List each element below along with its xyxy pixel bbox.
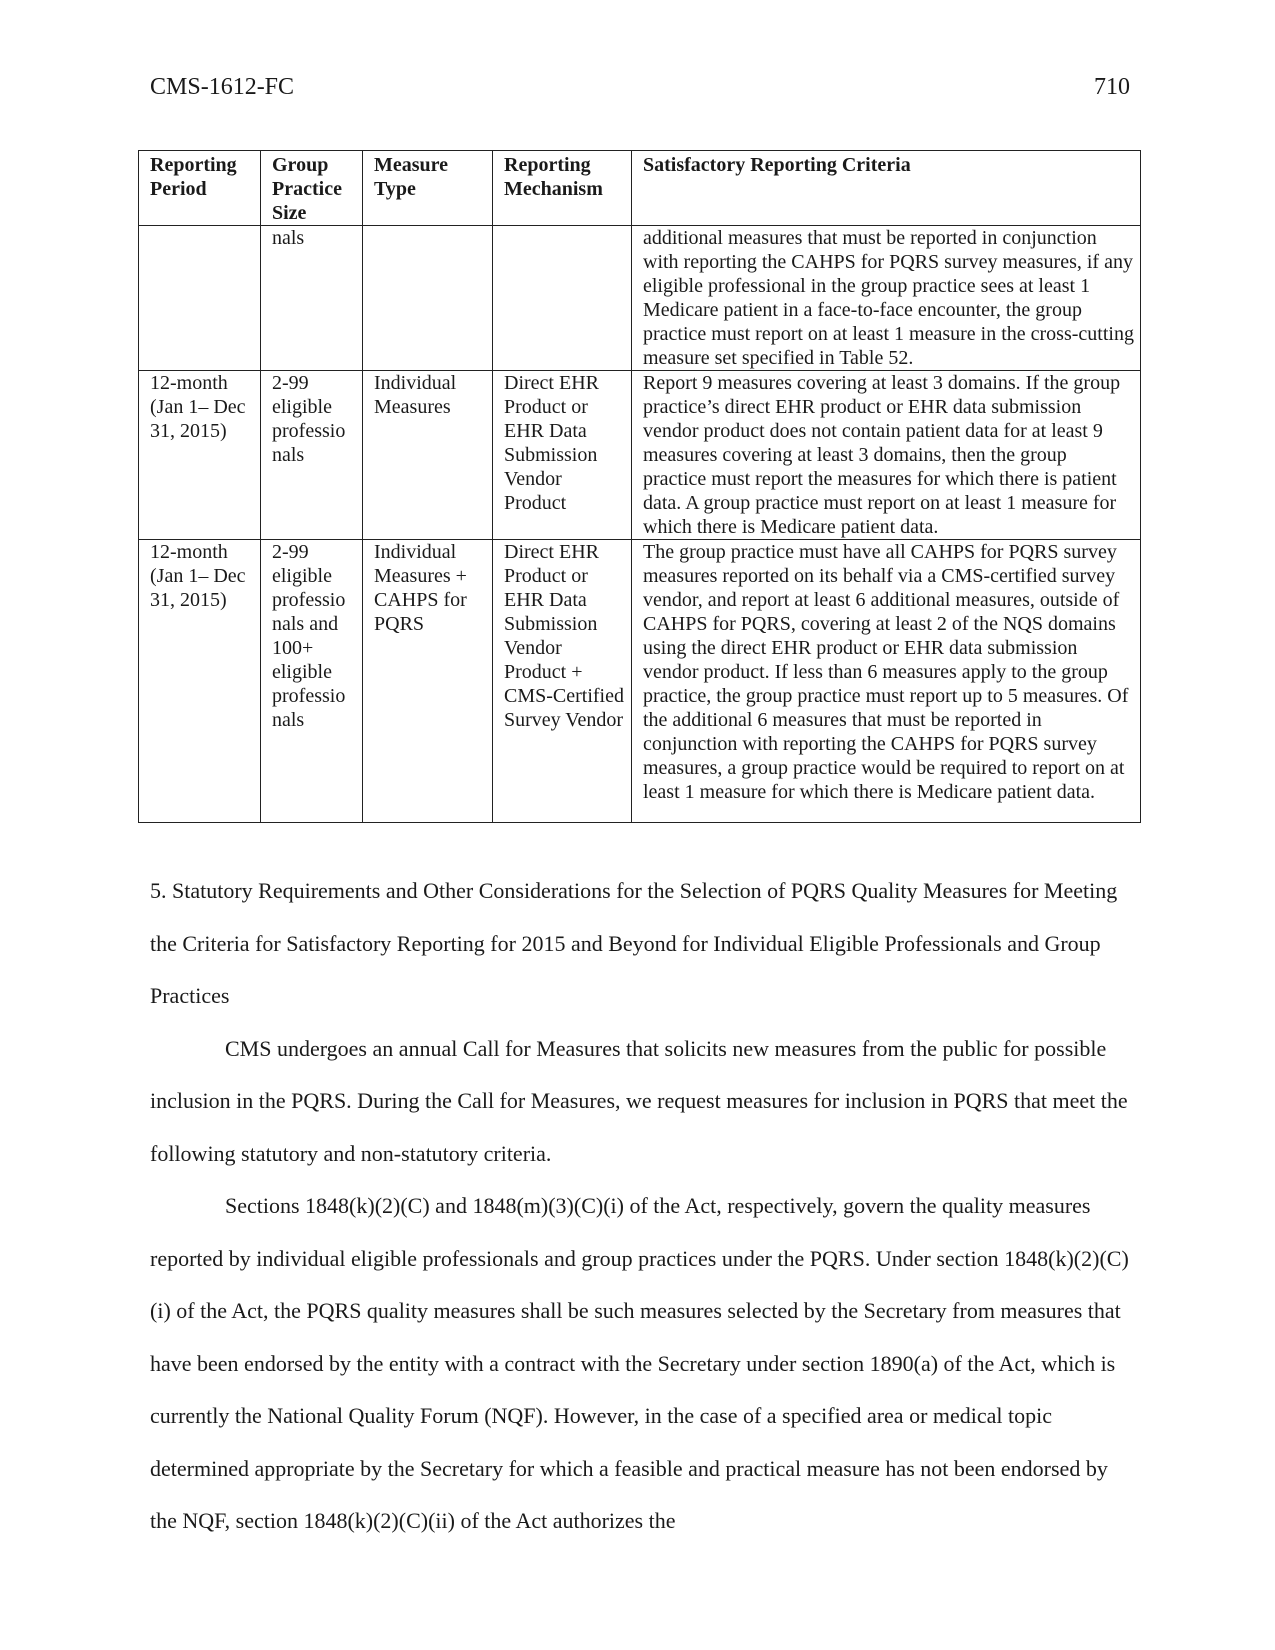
table-row: [139, 371, 1141, 540]
cell-reporting-period: 12-month (Jan 1– Dec 31, 2015): [139, 540, 261, 823]
document-id: CMS-1612-FC: [150, 74, 295, 100]
column-header-measure-type: Measure Type: [363, 151, 493, 226]
cell-group-practice-size: 2-99 eligible professio nals: [261, 371, 363, 540]
page-number: 710: [1094, 74, 1130, 100]
table-row: [139, 226, 1141, 371]
cell-reporting-period: 12-month (Jan 1– Dec 31, 2015): [139, 371, 261, 540]
section-heading: 5. Statutory Requirements and Other Considerations for the Selection of PQRS Quality Measures for Meeting the Criteria for Satisfactory Reporting for 2015 and Beyond for Individual Eligible Professionals and Group Practices: [150, 878, 1118, 1008]
column-header-group-practice-size: Group Practice Size: [261, 151, 363, 226]
cell-satisfactory-reporting-criteria: additional measures that must be reported in conjunction with reporting the CAHPS for PQRS survey measures, if any eligible professional in the group practice sees at least 1 Medicare patient in a face-to-face encounter, the group practice must report on at least 1 measure in the cross-cutting measure set specified in Table 52.: [632, 226, 1141, 371]
cell-reporting-mechanism: Direct EHR Product or EHR Data Submission Vendor Product: [493, 371, 632, 540]
cell-group-practice-size: 2-99 eligible professio nals and 100+ eligible professio nals: [261, 540, 363, 823]
reporting-criteria-table: [138, 150, 1141, 823]
cell-measure-type: [363, 226, 493, 371]
cell-group-practice-size: nals: [261, 226, 363, 371]
cell-reporting-mechanism: Direct EHR Product or EHR Data Submission Vendor Product + CMS-Certified Survey Vendor: [493, 540, 632, 823]
paragraph: CMS undergoes an annual Call for Measures that solicits new measures from the public for possible inclusion in the PQRS. During the Call for Measures, we request measures for inclusion in PQRS that meet the following statutory and non-statutory criteria.: [150, 1035, 1128, 1166]
paragraph: Sections 1848(k)(2)(C) and 1848(m)(3)(C)(i) of the Act, respectively, govern the quality measures reported by individual eligible professionals and group practices under the PQRS. Under section 1848(k)(2)(C)(i) of the Act, the PQRS quality measures shall be such measures selected by the Secretary from measures that have been endorsed by the entity with a contract with the Secretary under section 1890(a) of the Act, which is currently the National Quality Forum (NQF). However, in the case of a specified area or medical topic determined appropriate by the Secretary for which a feasible and practical measure has not been endorsed by the NQF, section 1848(k)(2)(C)(ii) of the Act authorizes the: [150, 1193, 1129, 1533]
body-text: [150, 865, 1130, 1548]
cell-measure-type: Individual Measures: [363, 371, 493, 540]
table-row: [139, 540, 1141, 823]
column-header-reporting-mechanism: Reporting Mechanism: [493, 151, 632, 226]
cell-satisfactory-reporting-criteria: Report 9 measures covering at least 3 domains. If the group practice’s direct EHR product or EHR data submission vendor product does not contain patient data for at least 9 measures covering at least 3 domains, then the group practice must report the measures for which there is patient data. A group practice must report on at least 1 measure for which there is Medicare patient data.: [632, 371, 1141, 540]
column-header-reporting-period: Reporting Period: [139, 151, 261, 226]
cell-measure-type: Individual Measures + CAHPS for PQRS: [363, 540, 493, 823]
cell-satisfactory-reporting-criteria: The group practice must have all CAHPS for PQRS survey measures reported on its behalf via a CMS-certified survey vendor, and report at least 6 additional measures, outside of CAHPS for PQRS, covering at least 2 of the NQS domains using the direct EHR product or EHR data submission vendor product. If less than 6 measures apply to the group practice, the group practice must report up to 5 measures. Of the additional 6 measures that must be reported in conjunction with reporting the CAHPS for PQRS survey measures, a group practice would be required to report on at least 1 measure for which there is Medicare patient data.: [632, 540, 1141, 823]
table-header-row: [139, 151, 1141, 226]
column-header-satisfactory-reporting-criteria: Satisfactory Reporting Criteria: [632, 151, 1141, 226]
cell-reporting-mechanism: [493, 226, 632, 371]
cell-reporting-period: [139, 226, 261, 371]
